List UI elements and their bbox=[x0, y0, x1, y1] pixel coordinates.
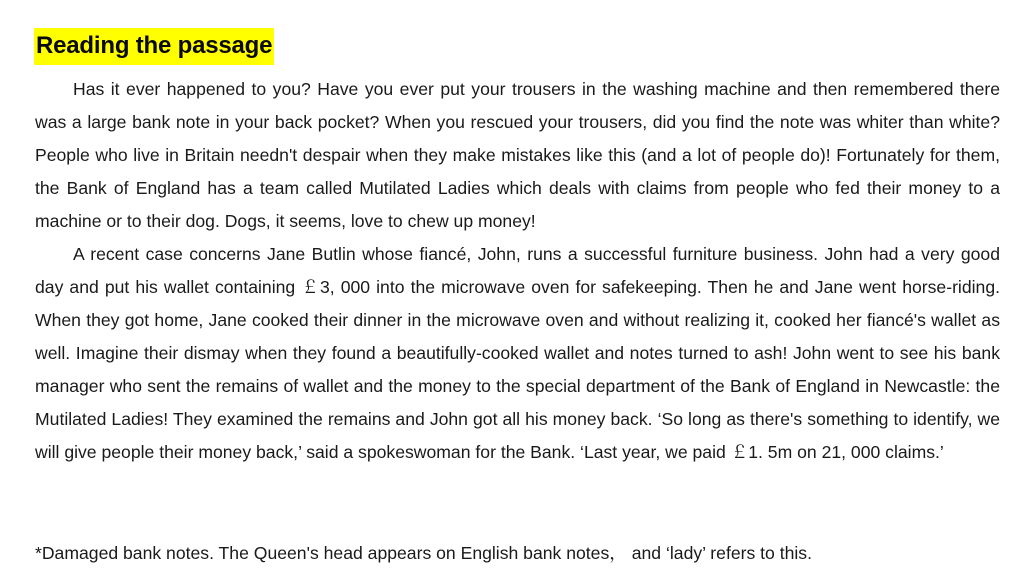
footnote: *Damaged bank notes. The Queen's head appears on English bank notes， and ‘lady’ refers to this. bbox=[35, 543, 812, 563]
reading-passage bbox=[35, 73, 1000, 469]
page-title: Reading the passage bbox=[34, 28, 274, 65]
passage-paragraph-1: Has it ever happened to you? Have you ever put your trousers in the washing machine and then remembered there was a large bank note in your back pocket? When you rescued your trousers, did you find the note was whiter than white? People who live in Britain needn't despair when they make mistakes like this (and a lot of people do)! Fortunately for them, the Bank of England has a team called Mutilated Ladies which deals with claims from people who fed their money to a machine or to their dog. Dogs, it seems, love to chew up money! bbox=[35, 79, 1000, 231]
passage-paragraph-2: A recent case concerns Jane Butlin whose fiancé, John, runs a successful furniture business. John had a very good day and put his wallet containing ￡3, 000 into the microwave oven for safekeeping. Then he and Jane went horse-riding. When they got home, Jane cooked their dinner in the microwave oven and without realizing it, cooked her fiancé's wallet as well. Imagine their dismay when they found a beautifully-cooked wallet and notes turned to ash! John went to see his bank manager who sent the remains of wallet and the money to the special department of the Bank of England in Newcastle: the Mutilated Ladies! They examined the remains and John got all his money back. ‘So long as there's something to identify, we will give people their money back,’ said a spokeswoman for the Bank. ‘Last year, we paid ￡1. 5m on 21, 000 claims.’ bbox=[35, 244, 1000, 462]
